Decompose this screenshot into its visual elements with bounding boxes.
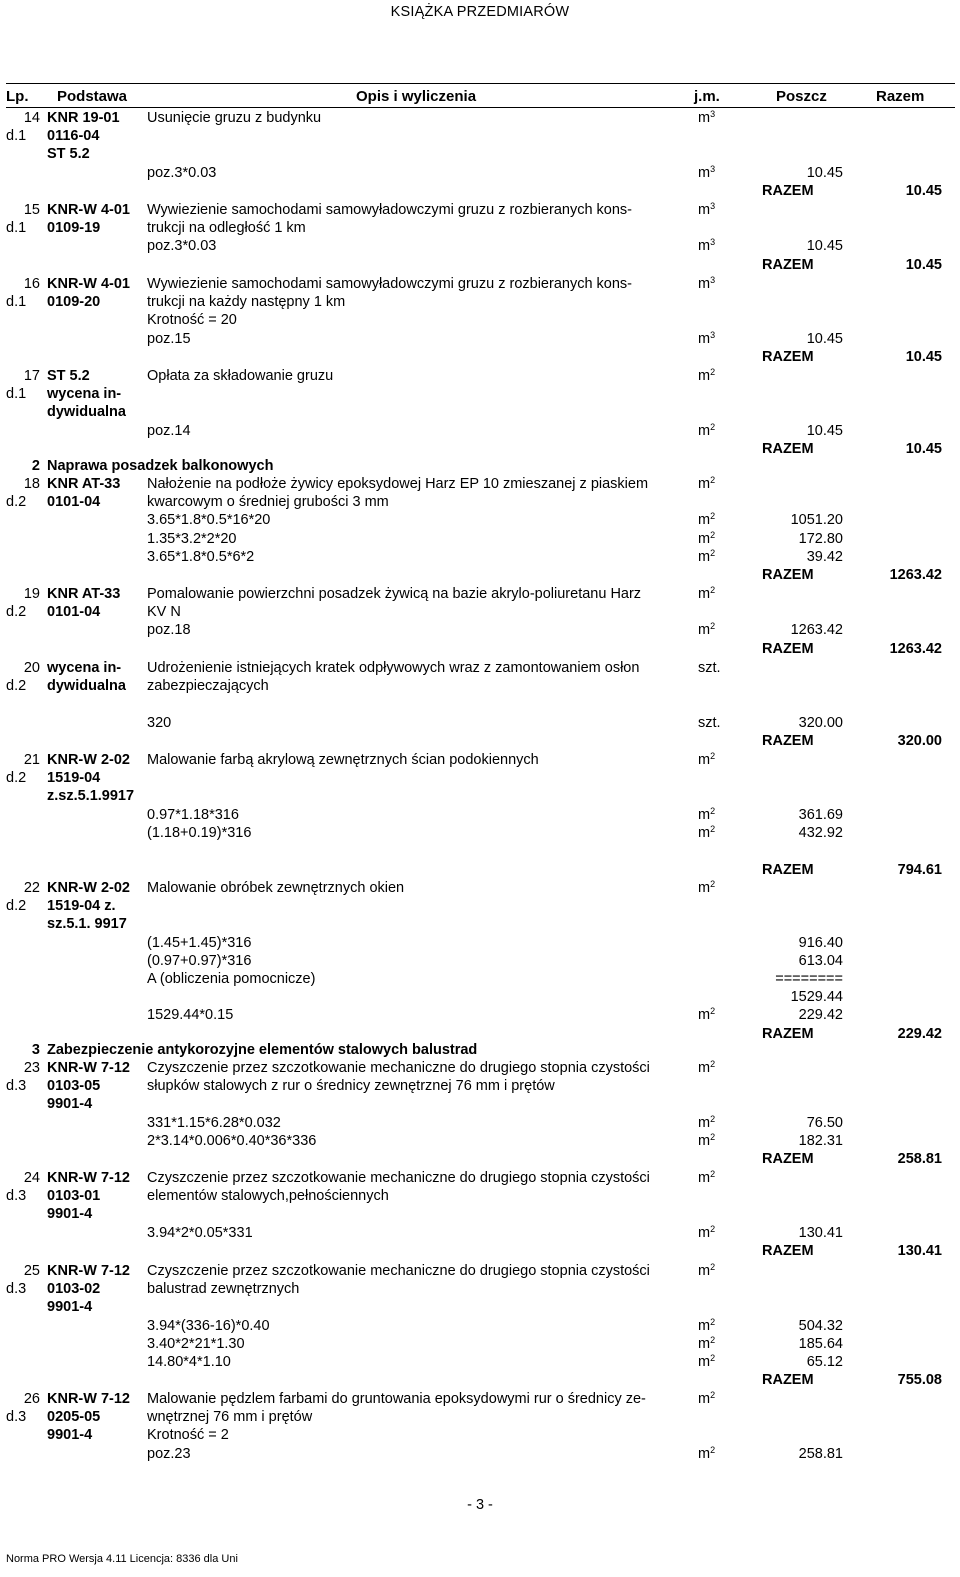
razem-value: 130.41 [897, 1242, 942, 1259]
razem-label: RAZEM [762, 1372, 814, 1389]
calc-unit: $m^2$ [698, 1006, 716, 1024]
item-basis-line: wycena in- [47, 386, 122, 403]
item-lp-sub: d.1 [6, 128, 27, 145]
razem-value: 1263.42 [889, 567, 942, 583]
item-lp: 25 [23, 1263, 40, 1279]
calc-value: ======== [775, 971, 843, 987]
razem-value: 10.45 [905, 256, 942, 273]
razem-value: 320.00 [897, 732, 942, 749]
item-basis-line: dywidualna [47, 404, 126, 421]
calc-value: 10.45 [806, 164, 843, 181]
section-title: Naprawa posadzek balkonowych [47, 458, 274, 474]
calc-value: 76.50 [806, 1114, 843, 1131]
item-description-line: elementów stalowych,pełnościennych [147, 1188, 389, 1205]
item-lp: 18 [23, 476, 40, 492]
item-basis-line: 0103-05 [47, 1078, 101, 1095]
item-description-line: wnętrznej 76 mm i prętów [147, 1409, 313, 1426]
calc-expression: 14.80*4*1.10 [147, 1354, 231, 1370]
calc-expression: 3.94*2*0.05*331 [147, 1224, 253, 1241]
calc-expression: A (obliczenia pomocnicze) [147, 971, 316, 987]
razem-label: RAZEM [762, 440, 814, 457]
calc-unit: $m^2$ [698, 1334, 716, 1352]
calc-expression: poz.23 [147, 1445, 191, 1462]
item-lp: 14 [23, 110, 40, 126]
calc-expression: 331*1.15*6.28*0.032 [147, 1114, 281, 1131]
calc-expression: 2*3.14*0.006*0.40*36*336 [147, 1132, 317, 1149]
calc-value: 185.64 [798, 1335, 843, 1352]
item-lp: 23 [23, 1060, 40, 1076]
item-lp-sub: d.2 [6, 898, 27, 915]
calc-value: 320.00 [798, 714, 843, 731]
item-basis-line: KNR 19-01 [47, 110, 120, 126]
calc-expression: poz.3*0.03 [147, 164, 217, 181]
razem-value: 794.61 [897, 862, 942, 878]
razem-label: RAZEM [762, 1151, 814, 1167]
item-lp-sub: d.3 [6, 1281, 27, 1298]
item-basis-line: KNR-W 2-02 [47, 880, 130, 896]
item-basis-line: KNR AT-33 [47, 586, 121, 602]
item-basis-line: dywidualna [47, 678, 126, 695]
calc-value: 613.04 [798, 952, 843, 969]
item-lp-sub: d.1 [6, 220, 27, 237]
col-header-jm: j.m. [694, 88, 720, 105]
item-basis-line: z.sz.5.1.9917 [47, 788, 135, 805]
razem-value: 755.08 [897, 1372, 942, 1389]
item-lp-sub: d.3 [6, 1078, 27, 1095]
header-bottom-rule [6, 107, 955, 108]
col-header-lp: Lp. [6, 88, 29, 105]
razem-label: RAZEM [762, 640, 814, 657]
item-unit: $m^2$ [698, 1059, 716, 1076]
item-basis-line: ST 5.2 [47, 146, 90, 163]
item-description-line: Krotność = 20 [147, 312, 237, 329]
razem-label: RAZEM [762, 732, 814, 749]
calc-value: 39.42 [806, 548, 843, 565]
calc-expression: (1.18+0.19)*316 [147, 824, 252, 841]
section-number: 2 [31, 458, 40, 474]
item-unit: $m^3$ [698, 109, 716, 126]
item-lp-sub: d.3 [6, 1188, 27, 1205]
calc-expression: 3.40*2*21*1.30 [147, 1335, 245, 1352]
section-number: 3 [31, 1042, 40, 1058]
item-basis-line: ST 5.2 [47, 368, 90, 384]
calc-unit: $m^3$ [698, 237, 716, 255]
item-description-line: Czyszczenie przez szczotkowanie mechaniczne do drugiego stopnia czystości [147, 1170, 650, 1186]
item-lp-sub: d.2 [6, 770, 27, 787]
item-unit: $m^3$ [698, 275, 716, 292]
calc-unit: szt. [698, 714, 721, 731]
item-lp: 22 [23, 880, 40, 896]
razem-value: 10.45 [905, 348, 942, 365]
calc-unit: $m^2$ [698, 1113, 716, 1131]
calc-unit: $m^2$ [698, 823, 716, 841]
calc-value: 10.45 [806, 422, 843, 439]
calc-expression: (1.45+1.45)*316 [147, 934, 252, 951]
item-description-line: kwarcowym o średniej grubości 3 mm [147, 494, 389, 511]
item-basis-line: 0109-19 [47, 220, 101, 237]
calc-value: 172.80 [798, 530, 843, 547]
item-description-line: Malowanie obróbek zewnętrznych okien [147, 880, 405, 896]
razem-label: RAZEM [762, 348, 814, 365]
razem-label: RAZEM [762, 567, 814, 583]
col-header-podstawa: Podstawa [57, 88, 128, 105]
razem-label: RAZEM [762, 256, 814, 273]
item-basis-line: 0101-04 [47, 494, 101, 511]
item-description-line: KV N [147, 604, 181, 621]
item-lp: 21 [23, 752, 40, 768]
calc-value: 1263.42 [790, 622, 843, 639]
item-description-line: Nałożenie na podłoże żywicy epoksydowej Harz EP 10 zmieszanej z piaskiem [147, 476, 649, 492]
calc-unit: $m^2$ [698, 1353, 716, 1370]
razem-value: 10.45 [905, 182, 942, 199]
item-unit: szt. [698, 660, 721, 676]
col-header-poszcz: Poszcz [776, 88, 827, 105]
item-description-line: trukcji na każdy następny 1 km [147, 294, 346, 311]
calc-expression: 3.65*1.8*0.5*16*20 [147, 512, 271, 529]
calc-expression: 1.35*3.2*2*20 [147, 530, 237, 547]
item-basis-line: 0103-02 [47, 1281, 101, 1298]
calc-expression: 3.94*(336-16)*0.40 [147, 1317, 270, 1334]
item-basis-line: 0116-04 [47, 128, 100, 145]
razem-label: RAZEM [762, 182, 814, 199]
calc-expression: 3.65*1.8*0.5*6*2 [147, 548, 255, 565]
table-top-rule [6, 83, 955, 84]
razem-value: 10.45 [905, 440, 942, 457]
calc-value: 1051.20 [790, 512, 843, 529]
col-header-razem: Razem [876, 88, 925, 105]
calc-unit: $m^2$ [698, 421, 716, 439]
calc-unit: $m^2$ [698, 805, 716, 823]
calc-unit: $m^2$ [698, 621, 716, 639]
item-lp-sub: d.1 [6, 294, 27, 311]
item-basis-line: 9901-4 [47, 1206, 93, 1223]
item-unit: $m^2$ [698, 585, 716, 602]
razem-value: 229.42 [897, 1025, 942, 1042]
item-basis-line: KNR-W 7-12 [47, 1170, 130, 1186]
calc-value: 504.32 [798, 1317, 843, 1334]
item-description-line: Czyszczenie przez szczotkowanie mechaniczne do drugiego stopnia czystości [147, 1060, 650, 1076]
item-basis-line: 9901-4 [47, 1096, 93, 1113]
calc-unit: $m^3$ [698, 163, 716, 181]
item-unit: $m^2$ [698, 751, 716, 768]
item-description-line: balustrad zewnętrznych [147, 1281, 300, 1298]
item-basis-line: KNR-W 4-01 [47, 276, 130, 292]
item-description-line: Usunięcie gruzu z budynku [147, 110, 322, 126]
item-lp-sub: d.2 [6, 604, 27, 621]
razem-value: 258.81 [897, 1151, 942, 1167]
footer-license: Norma PRO Wersja 4.11 Licencja: 8336 dla Uni [6, 1553, 238, 1565]
calc-value: 130.41 [798, 1224, 843, 1241]
item-basis-line: 1519-04 z. [47, 898, 116, 915]
razem-label: RAZEM [762, 1242, 814, 1259]
calc-expression: poz.18 [147, 622, 191, 639]
calc-value: 10.45 [806, 238, 843, 255]
item-unit: $m^3$ [698, 201, 716, 218]
col-header-opis: Opis i wyliczenia [356, 88, 477, 105]
item-description-line: Wywiezienie samochodami samowyładowczymi gruzu z rozbieranych kons- [147, 202, 632, 218]
item-basis-line: 9901-4 [47, 1299, 93, 1316]
item-basis-line: KNR-W 4-01 [47, 202, 130, 218]
calc-value: 229.42 [798, 1007, 843, 1024]
item-lp: 20 [23, 660, 40, 676]
item-basis-line: 0205-05 [47, 1409, 101, 1426]
calc-value: 182.31 [798, 1132, 843, 1149]
item-description-line: trukcji na odległość 1 km [147, 220, 306, 237]
item-lp-sub: d.2 [6, 678, 27, 695]
item-description-line: Krotność = 2 [147, 1427, 229, 1444]
item-basis-line: 0109-20 [47, 294, 101, 311]
item-lp: 16 [23, 276, 40, 292]
razem-label: RAZEM [762, 1025, 814, 1042]
item-lp-sub: d.2 [6, 494, 27, 511]
calc-expression: poz.3*0.03 [147, 238, 217, 255]
item-unit: $m^2$ [698, 879, 716, 896]
calc-unit: $m^2$ [698, 529, 716, 547]
item-unit: $m^2$ [698, 367, 716, 384]
calc-value: 916.40 [798, 934, 843, 951]
item-unit: $m^2$ [698, 1169, 716, 1186]
item-description-line: Pomalowanie powierzchni posadzek żywicą na bazie akrylo-poliuretanu Harz [147, 586, 642, 602]
calc-unit: $m^2$ [698, 511, 716, 529]
item-unit: $m^2$ [698, 1262, 716, 1279]
calc-value: 65.12 [806, 1354, 843, 1370]
item-description-line: zabezpieczających [147, 678, 269, 695]
calc-value: 432.92 [798, 824, 843, 841]
calc-value: 10.45 [806, 330, 843, 347]
calc-unit: $m^2$ [698, 1131, 716, 1149]
calc-expression: 0.97*1.18*316 [147, 806, 239, 823]
calc-unit: $m^2$ [698, 547, 716, 565]
section-title: Zabezpieczenie antykorozyjne elementów stalowych balustrad [47, 1042, 478, 1058]
calc-expression: poz.15 [147, 330, 191, 347]
calc-expression: 320 [147, 714, 172, 731]
item-basis-line: 0103-01 [47, 1188, 101, 1205]
item-description-line: Czyszczenie przez szczotkowanie mechaniczne do drugiego stopnia czystości [147, 1263, 650, 1279]
item-lp-sub: d.1 [6, 386, 27, 403]
item-description-line: Malowanie farbą akrylową zewnętrznych ścian podokiennych [147, 752, 539, 768]
razem-label: RAZEM [762, 862, 814, 878]
item-lp: 17 [23, 368, 40, 384]
razem-value: 1263.42 [889, 640, 942, 657]
calc-expression: 1529.44*0.15 [147, 1007, 234, 1024]
item-description-line: Wywiezienie samochodami samowyładowczymi gruzu z rozbieranych kons- [147, 276, 632, 292]
item-basis-line: KNR-W 7-12 [47, 1060, 130, 1076]
calc-expression: (0.97+0.97)*316 [147, 952, 252, 969]
item-description-line: Udrożenienie istniejących kratek odpływowych wraz z zamontowaniem osłon [147, 660, 640, 676]
item-basis-line: KNR-W 7-12 [47, 1391, 130, 1407]
item-description-line: Malowanie pędzlem farbami do gruntowania epoksydowymi rur o średnicy ze- [147, 1391, 646, 1407]
item-lp: 26 [23, 1391, 40, 1407]
calc-value: 361.69 [798, 806, 843, 823]
calc-expression: poz.14 [147, 422, 191, 439]
item-basis-line: 0101-04 [47, 604, 101, 621]
calc-unit: $m^2$ [698, 1223, 716, 1241]
calc-unit: $m^2$ [698, 1316, 716, 1334]
item-description-line: Opłata za składowanie gruzu [147, 368, 334, 384]
item-basis-line: wycena in- [47, 660, 122, 676]
calc-value: 1529.44 [790, 989, 843, 1006]
item-basis-line: sz.5.1. 9917 [47, 916, 127, 933]
item-unit: $m^2$ [698, 475, 716, 492]
item-lp: 24 [23, 1170, 40, 1186]
item-lp: 19 [23, 586, 40, 602]
page-number: - 3 - [467, 1497, 493, 1513]
calc-unit: $m^2$ [698, 1444, 716, 1462]
calc-value: 258.81 [798, 1445, 843, 1462]
calc-unit: $m^3$ [698, 329, 716, 347]
item-basis-line: KNR-W 7-12 [47, 1263, 130, 1279]
item-description-line: słupków stalowych z rur o średnicy zewnętrznej 76 mm i prętów [147, 1078, 555, 1095]
item-basis-line: KNR AT-33 [47, 476, 121, 492]
item-unit: $m^2$ [698, 1390, 716, 1407]
item-basis-line: 9901-4 [47, 1427, 93, 1444]
item-basis-line: 1519-04 [47, 770, 101, 787]
page-header: KSIĄŻKA PRZEDMIARÓW [390, 4, 570, 20]
item-lp-sub: d.3 [6, 1409, 27, 1426]
item-lp: 15 [23, 202, 40, 218]
item-basis-line: KNR-W 2-02 [47, 752, 130, 768]
